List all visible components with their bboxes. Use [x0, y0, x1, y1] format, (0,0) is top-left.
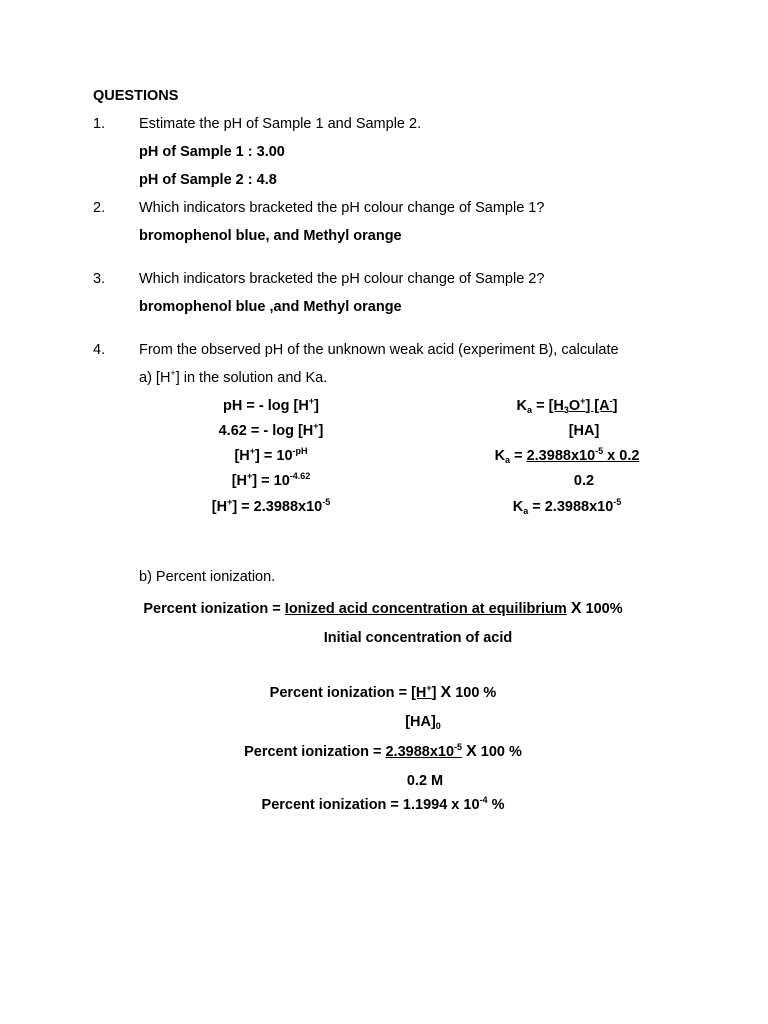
right-calc-line-5: $K_a = 2.3988x10^{-5}$ — [512, 497, 622, 516]
questions-heading: QUESTIONS — [93, 88, 179, 104]
q2-number: 2. — [93, 200, 106, 216]
left-calc-line-4: $[H^+] = 10^{-4.62}$ — [231, 471, 311, 489]
left-calc-line-5: $[H^+] = 2.3988x10^{-5}$ — [211, 497, 331, 515]
right-calc-line-3: $K_a = 2.3988x10^{-5}$ x 0.2 — [494, 446, 640, 465]
right-calc-line-2: [HA] — [568, 423, 600, 439]
formula-3-denominator: 0.2 M — [406, 773, 444, 789]
q4-part-b: b) Percent ionization. — [139, 569, 276, 585]
q3-number: 3. — [93, 271, 106, 287]
right-calc-line-4: 0.2 — [573, 473, 595, 489]
left-calc-line-3: $[H^+] = 10^{-pH}$ — [234, 446, 308, 464]
q4-text: From the observed pH of the unknown weak acid (experiment B), calculate — [139, 342, 619, 358]
left-calc-line-1: pH = - log [H+] — [223, 396, 319, 414]
q1-number: 1. — [93, 116, 106, 132]
q4-part-a: a) [H+] in the solution and Ka. — [139, 368, 328, 386]
formula-1-denominator: Initial concentration of acid — [323, 630, 513, 646]
q3-answer: bromophenol blue ,and Methyl orange — [139, 299, 402, 315]
formula-1-numerator-line: Percent ionization = Ionized acid concentration at equilibrium X 100% — [143, 600, 623, 617]
q3-text: Which indicators bracketed the pH colour change of Sample 2? — [139, 271, 545, 287]
formula-2-numerator-line: Percent ionization = [H+] X 100 % — [269, 683, 497, 701]
formula-3-numerator-line: Percent ionization = $2.3988x10^{-5}$ X 100 % — [244, 742, 522, 760]
q1-answer-sample1: pH of Sample 1 : 3.00 — [139, 144, 285, 160]
right-calc-line-1: $K_a = [H_3O^+]$ [A-] — [516, 396, 618, 415]
q1-text: Estimate the pH of Sample 1 and Sample 2. — [139, 116, 422, 132]
formula-2-denominator: $[HA]_0$ — [405, 714, 441, 731]
left-calc-line-2: 4.62 = - log [H+] — [218, 421, 324, 439]
formula-4-result: Percent ionization = 1.1994 x $10^{-4}$ % — [261, 795, 505, 813]
q2-answer: bromophenol blue, and Methyl orange — [139, 228, 402, 244]
q1-answer-sample2: pH of Sample 2 : 4.8 — [139, 172, 277, 188]
q2-text: Which indicators bracketed the pH colour change of Sample 1? — [139, 200, 545, 216]
q4-number: 4. — [93, 342, 106, 358]
